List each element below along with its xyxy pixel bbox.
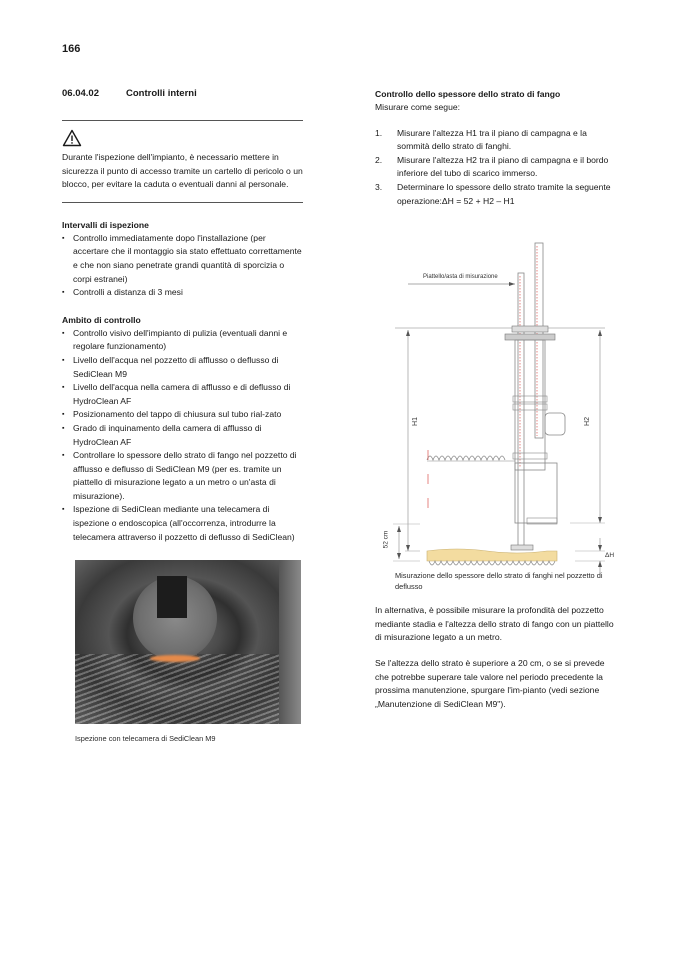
- warning-box: [62, 121, 303, 202]
- paragraph: In alternativa, è possibile misurare la profondità del pozzetto mediante stadia e l'altezza dello strato di fango con un piattello di misurazione legato a un metro.: [375, 605, 614, 643]
- warning-triangle-icon: [62, 129, 82, 147]
- h1-label: H1: [411, 417, 419, 427]
- scope-list: [62, 327, 303, 545]
- list-item: ▪ Controllo visivo dell'impianto di pulizia (eventuali danni e regolare funzionamento): [62, 327, 303, 354]
- list-item: ▪ Controlli a distanza di 3 mesi: [62, 286, 303, 300]
- list-item: ▪ Livello dell'acqua nel pozzetto di afflusso o deflusso di SediClean M9: [62, 354, 303, 381]
- steps-list: [375, 127, 615, 209]
- scope-heading: Ambito di controllo: [62, 314, 141, 325]
- paragraph: Se l'altezza dello strato è superiore a 20 cm, o se si prevede che potrebbe superare tale valore nel periodo precedente la prossima manutenzione, spurgare l'im-pianto (vedi sezione „Manutenzione di SediClean M9").: [375, 657, 605, 709]
- step-item: 2. Misurare l'altezza H2 tra il piano di campagna e il bordo inferiore del tubo di scarico immerso.: [375, 154, 609, 179]
- section-heading: [62, 88, 303, 102]
- list-item: ▪ Livello dell'acqua nella camera di afflusso e di deflusso di HydroClean AF: [62, 381, 303, 408]
- divider: [62, 202, 303, 203]
- diagram-drawing: [375, 218, 630, 578]
- right-column: [375, 88, 615, 711]
- page-number: 166: [62, 43, 81, 55]
- h2-label: H2: [583, 417, 591, 427]
- section-number: 06.04.02: [62, 88, 99, 99]
- delta-h-label: ΔH: [605, 552, 615, 560]
- sludge-measurement-diagram: [375, 218, 615, 578]
- sludge-heading: Controllo dello spessore dello strato di fango: [375, 89, 561, 99]
- left-column: [62, 88, 303, 744]
- section-title: Controlli interni: [126, 88, 197, 99]
- list-item: ▪ Controllo immediatamente dopo l'installazione (per accertare che il montaggio sia stato effettuato correttamente e che non siano penetrate grandi quantità di sporcizia o corpi estranei): [62, 232, 303, 286]
- intervals-list: [62, 232, 303, 300]
- step-item: 1. Misurare l'altezza H1 tra il piano di campagna e la sommità dello strato di fanghi.: [375, 127, 587, 152]
- 52cm-label: 52 cm: [382, 530, 390, 549]
- list-item: ▪ Ispezione di SediClean mediante una telecamera di ispezione o endoscopica (all'occorrenza, introdurre la telecamera attraverso il pozzetto di deflusso di SediClean): [62, 503, 303, 544]
- list-item: ▪ Grado di inquinamento della camera di afflusso di HydroClean AF: [62, 422, 303, 449]
- step-item: 3. Determinare lo spessore dello strato tramite la seguente operazione:ΔH = 52 + H2 – H1: [375, 181, 611, 206]
- camera-inspection-photo: [75, 560, 301, 724]
- rod-label: Piattello/asta di misurazione: [423, 274, 498, 281]
- warning-text: Durante l'ispezione dell'impianto, è necessario mettere in sicurezza il punto di accesso tramite un cartello di pericolo o un blocco, per evitare la caduta o eventuali danni al personale.: [62, 152, 303, 190]
- list-item: ▪ Controllare lo spessore dello strato di fango nel pozzetto di afflusso e deflusso di SediClean M9 (per es. tramite un piattello di misurazione legato a un metro o un'asta di misurazione).: [62, 449, 303, 503]
- sludge-intro: Misurare come segue:: [375, 102, 461, 112]
- list-item: ▪ Posizionamento del tappo di chiusura sul tubo rial-zato: [62, 408, 303, 422]
- photo-caption: Ispezione con telecamera di SediClean M9: [75, 734, 216, 744]
- intervals-heading: Intervalli di ispezione: [62, 219, 149, 230]
- diagram-caption: Misurazione dello spessore dello strato di fanghi nel pozzetto di deflusso: [395, 571, 603, 592]
